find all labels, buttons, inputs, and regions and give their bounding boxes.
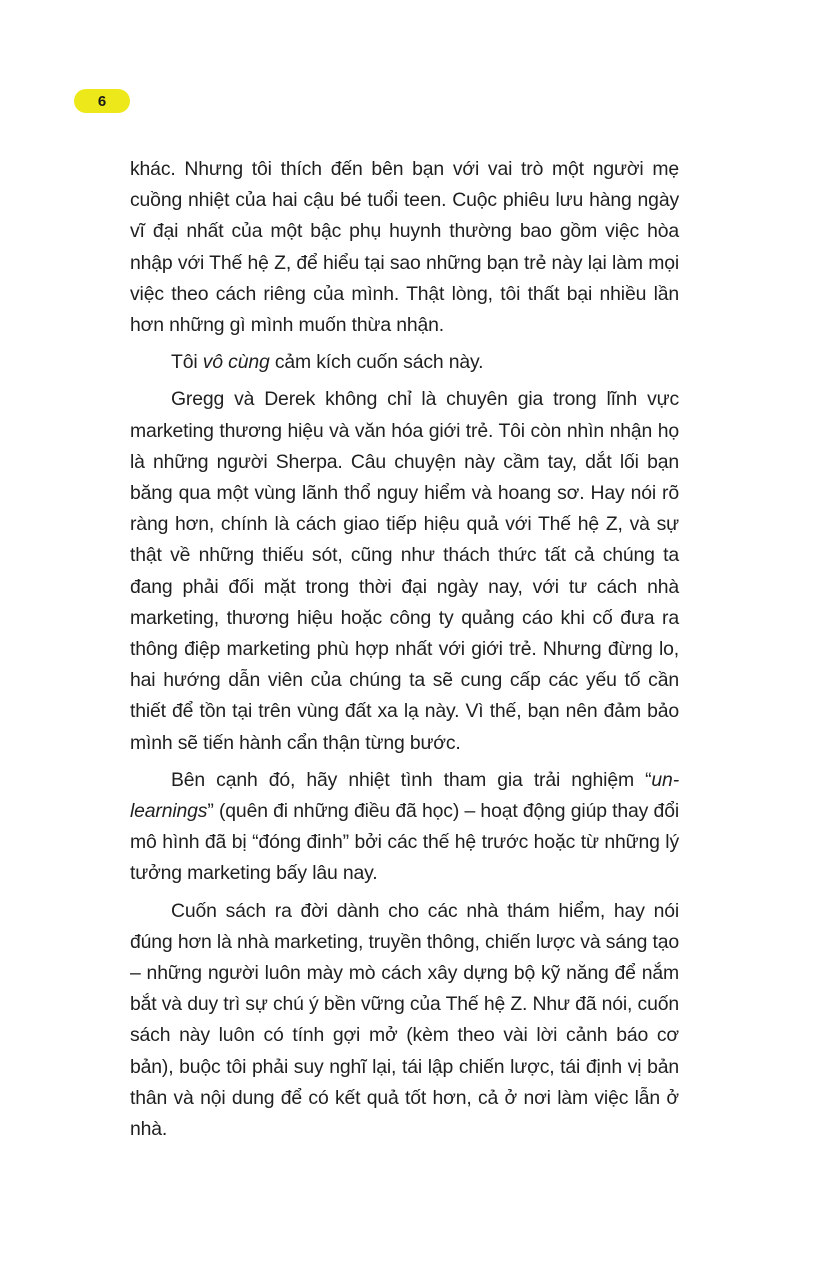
- paragraph-2: [130, 347, 679, 378]
- paragraph-4-emphasis: un-learnings: [130, 768, 679, 823]
- paragraph-2-emphasis: vô cùng: [202, 351, 270, 374]
- page-number-badge: [74, 89, 130, 113]
- paragraph-4-end: ” (quên đi những điều đã học) – hoạt động giúp thay đổi mô hình đã bị “đóng đinh” bởi các thế hệ trước hoặc từ những lý tưởng marketing bấy lâu nay.: [130, 800, 679, 885]
- paragraph-2-start: Tôi: [171, 351, 203, 374]
- paragraph-1: khác. Nhưng tôi thích đến bên bạn với vai trò một người mẹ cuồng nhiệt của hai cậu bé tuổi teen. Cuộc phiêu lưu hàng ngày vĩ đại nhất của một bậc phụ huynh thường bao gồm việc hòa nhập với Thế hệ Z, để hiểu tại sao những bạn trẻ này lại làm mọi việc theo cách riêng của mình. Thật lòng, tôi thất bại nhiều lần hơn những gì mình muốn thừa nhận.: [130, 158, 679, 337]
- paragraph-5: Cuốn sách ra đời dành cho các nhà thám hiểm, hay nói đúng hơn là nhà marketing, truyền thông, chiến lược và sáng tạo – những người luôn mày mò cách xây dựng bộ kỹ năng để nắm bắt và duy trì sự chú ý bền vững của Thế hệ Z. Như đã nói, cuốn sách này luôn có tính gợi mở (kèm theo vài lời cảnh báo cơ bản), buộc tôi phải suy nghĩ lại, tái lập chiến lược, tái định vị bản thân và nội dung để có kết quả tốt hơn, cả ở nơi làm việc lẫn ở nhà.: [130, 899, 679, 1141]
- paragraph-3: Gregg và Derek không chỉ là chuyên gia trong lĩnh vực marketing thương hiệu và văn hóa giới trẻ. Tôi còn nhìn nhận họ là những người Sherpa. Câu chuyện này cầm tay, dắt lối bạn băng qua một vùng lãnh thổ nguy hiểm và hoang sơ. Hay nói rõ ràng hơn, chính là cách giao tiếp hiệu quả với Thế hệ Z, và sự thật về những thiếu sót, cũng như thách thức tất cả chúng ta đang phải đối mặt trong thời đại ngày nay, với tư cách nhà marketing, thương hiệu hoặc công ty quảng cáo khi cố đưa ra thông điệp marketing phù hợp nhất với giới trẻ. Nhưng đừng lo, hai hướng dẫn viên của chúng ta sẽ cung cấp các yếu tố cần thiết để tồn tại trên vùng đất xa lạ này. Vì thế, bạn nên đảm bảo mình sẽ tiến hành cẩn thận từng bước.: [130, 388, 679, 754]
- page-number: 6: [97, 92, 107, 110]
- body-text: [130, 154, 679, 1151]
- paragraph-2-end: cảm kích cuốn sách này.: [269, 351, 484, 374]
- paragraph-4-start: Bên cạnh đó, hãy nhiệt tình tham gia trải nghiệm “: [171, 768, 652, 791]
- paragraph-4: [130, 765, 679, 890]
